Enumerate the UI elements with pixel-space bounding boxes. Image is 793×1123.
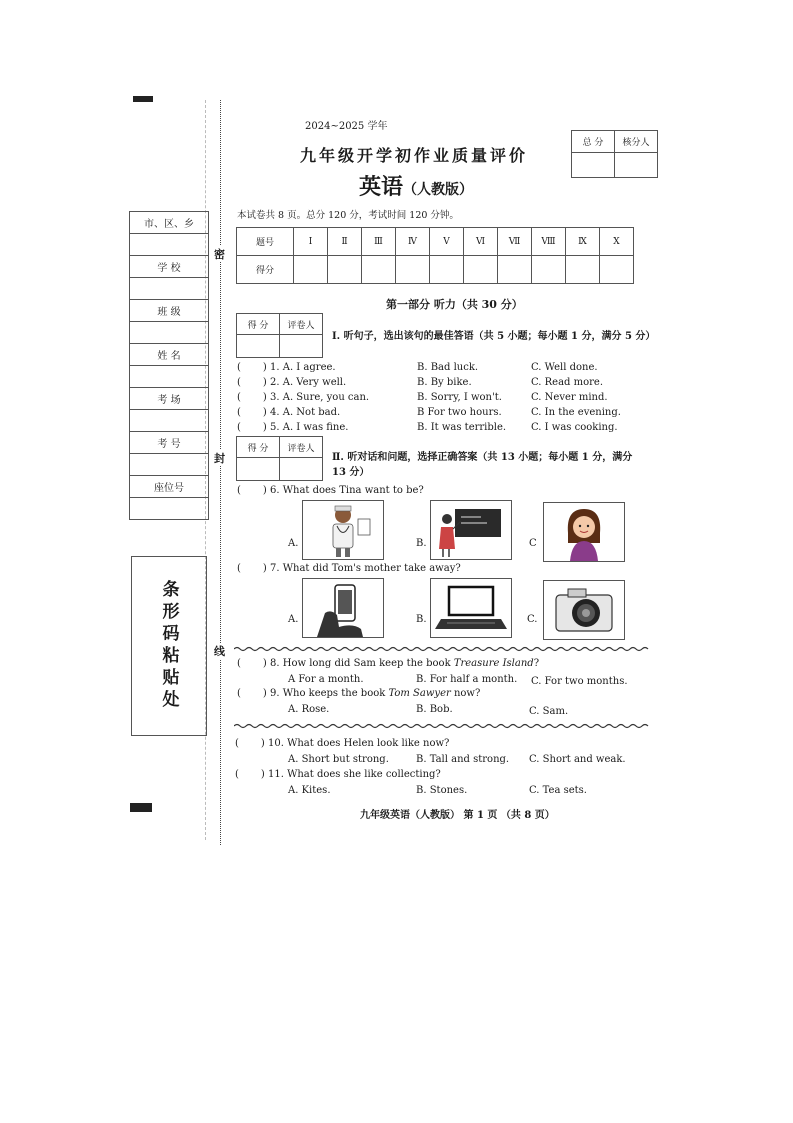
q7-text: What did Tom's mother take away?	[282, 563, 461, 574]
field-name-label: 姓 名	[130, 344, 209, 366]
q6-option-b-label: B.	[416, 538, 427, 549]
q9-book-title: Tom Sawyer	[388, 688, 451, 699]
seal-char-xian: 线	[214, 645, 225, 658]
q7-laptop-icon	[431, 579, 511, 637]
q5-option-a: A. I was fine.	[282, 422, 349, 433]
section2-score-cell[interactable]	[237, 458, 280, 481]
q6-doctor-icon	[303, 501, 383, 559]
top-corner-mark	[133, 96, 153, 102]
q10-option-c: C. Short and weak.	[529, 754, 626, 765]
q11-option-b: B. Stones.	[416, 785, 468, 796]
field-exam-number-input[interactable]	[130, 454, 209, 476]
total-score-label: 总 分	[572, 131, 615, 153]
q11-option-a: A. Kites.	[288, 785, 331, 796]
q6-option-c-image[interactable]	[543, 502, 625, 562]
section2-title-line2: 13 分）	[332, 467, 370, 478]
question-4	[237, 407, 340, 418]
score-cell-3[interactable]	[362, 256, 396, 284]
question-9	[237, 688, 480, 699]
q8-option-b: B. For half a month.	[416, 674, 518, 685]
field-region-input[interactable]	[130, 234, 209, 256]
q3-option-c: C. Never mind.	[531, 392, 608, 403]
question-1	[237, 362, 336, 373]
wave-separator-1	[234, 646, 652, 652]
q3-option-b: B. Sorry, I won't.	[417, 392, 502, 403]
question-5	[237, 422, 348, 433]
field-room-label: 考 场	[130, 388, 209, 410]
answer-paren-6[interactable]: (	[237, 485, 241, 496]
q5-option-b: B. It was terrible.	[417, 422, 507, 433]
q6-option-a-label: A.	[288, 538, 299, 549]
answer-paren-5[interactable]: (	[237, 422, 241, 433]
page-footer: 九年级英语（人教版） 第 1 页 （共 8 页）	[360, 810, 555, 821]
q7-number: ) 7.	[262, 563, 280, 574]
section2-grader-label: 评卷人	[280, 437, 323, 458]
seal-char-feng: 封	[214, 452, 225, 465]
q4-option-c: C. In the evening.	[531, 407, 621, 418]
field-region-label: 市、区、乡	[130, 212, 209, 234]
checker-label: 核分人	[615, 131, 658, 153]
answer-paren-3[interactable]: (	[237, 392, 241, 403]
question-3	[237, 392, 369, 403]
section1-score-label: 得 分	[237, 314, 280, 335]
checker-cell[interactable]	[615, 153, 658, 178]
seal-char-mi: 密	[214, 248, 225, 261]
field-class-label: 班 级	[130, 300, 209, 322]
score-table-col-1: Ⅰ	[294, 228, 328, 256]
bottom-corner-mark	[130, 803, 152, 812]
score-table-col-6: Ⅵ	[464, 228, 498, 256]
field-name-input[interactable]	[130, 366, 209, 388]
q8-book-title: Treasure Island	[453, 658, 534, 669]
wave-separator-2	[234, 723, 652, 729]
score-cell-10[interactable]	[600, 256, 634, 284]
section1-grader-box	[236, 313, 323, 358]
score-cell-7[interactable]	[498, 256, 532, 284]
q1-option-b: B. Bad luck.	[417, 362, 479, 373]
q2-option-c: C. Read more.	[531, 377, 604, 388]
question-8	[237, 658, 539, 669]
q9-number: ) 9.	[262, 688, 280, 699]
q4-option-a: A. Not bad.	[282, 407, 341, 418]
field-seat-label: 座位号	[130, 476, 209, 498]
q1-option-c: C. Well done.	[531, 362, 598, 373]
subject-edition: （人教版）	[403, 182, 474, 198]
exam-title: 九年级开学初作业质量评价	[300, 146, 529, 165]
q4-number: ) 4.	[262, 407, 280, 418]
question-10	[235, 738, 449, 749]
q7-option-b-label: B.	[416, 614, 427, 625]
question-2	[237, 377, 346, 388]
answer-paren-11[interactable]: (	[235, 769, 239, 780]
q1-number: ) 1.	[262, 362, 280, 373]
question-6	[237, 485, 424, 496]
exam-instructions: 本试卷共 8 页。总分 120 分，考试时间 120 分钟。	[237, 210, 459, 221]
answer-paren-2[interactable]: (	[237, 377, 241, 388]
section1-title: Ⅰ. 听句子，选出该句的最佳答语（共 5 小题；每小题 1 分，满分 5 分）	[332, 331, 656, 342]
seal-dotted-line	[220, 100, 221, 845]
q6-teacher-icon	[431, 501, 511, 559]
score-table-col-8: Ⅷ	[532, 228, 566, 256]
score-cell-8[interactable]	[532, 256, 566, 284]
q10-text: What does Helen look like now?	[287, 738, 450, 749]
score-table-col-3: Ⅲ	[362, 228, 396, 256]
q6-option-b-image[interactable]	[430, 500, 512, 560]
subject-line	[359, 170, 473, 201]
total-score-cell[interactable]	[572, 153, 615, 178]
q10-number: ) 10.	[260, 738, 284, 749]
section1-grader-cell[interactable]	[280, 335, 323, 358]
score-table-col-2: Ⅱ	[328, 228, 362, 256]
score-table-col-9: Ⅸ	[566, 228, 600, 256]
part1-title: 第一部分 听力（共 30 分）	[386, 298, 523, 311]
score-cell-9[interactable]	[566, 256, 600, 284]
q7-option-a-image[interactable]	[302, 578, 384, 638]
question-7	[237, 563, 461, 574]
q4-option-b: B For two hours.	[417, 407, 502, 418]
q7-phone-icon	[303, 579, 383, 637]
q10-option-b: B. Tall and strong.	[416, 754, 510, 765]
barcode-label: 条形码粘贴处	[158, 580, 179, 712]
q7-option-a-label: A.	[288, 614, 299, 625]
q3-number: ) 3.	[262, 392, 280, 403]
student-info-table	[129, 211, 209, 520]
field-class-input[interactable]	[130, 322, 209, 344]
q8-option-c: C. For two months.	[531, 676, 628, 687]
answer-paren-10[interactable]: (	[235, 738, 239, 749]
score-table	[236, 227, 634, 284]
q8-text-pre: How long did Sam keep the book	[282, 658, 454, 669]
section1-grader-label: 评卷人	[280, 314, 323, 335]
score-cell-4[interactable]	[396, 256, 430, 284]
school-year: 2024~2025 学年	[305, 121, 388, 132]
q8-option-a: A For a month.	[288, 674, 364, 685]
answer-paren-4[interactable]: (	[237, 407, 241, 418]
score-table-col-7: Ⅶ	[498, 228, 532, 256]
q11-option-c: C. Tea sets.	[529, 785, 587, 796]
score-cell-5[interactable]	[430, 256, 464, 284]
q6-option-a-image[interactable]	[302, 500, 384, 560]
q6-option-c-label: C	[529, 538, 537, 549]
score-cell-6[interactable]	[464, 256, 498, 284]
q9-option-a: A. Rose.	[288, 704, 330, 715]
q9-option-b: B. Bob.	[416, 704, 453, 715]
q6-girl-icon	[544, 503, 624, 561]
q3-option-a: A. Sure, you can.	[282, 392, 370, 403]
field-school-input[interactable]	[130, 278, 209, 300]
field-school-label: 学 校	[130, 256, 209, 278]
total-score-box	[571, 130, 658, 178]
q6-number: ) 6.	[262, 485, 280, 496]
q7-camera-icon	[544, 581, 624, 639]
section1-score-cell[interactable]	[237, 335, 280, 358]
answer-paren-8[interactable]: (	[237, 658, 241, 669]
q7-option-b-image[interactable]	[430, 578, 512, 638]
question-11	[235, 769, 441, 780]
q9-option-c: C. Sam.	[529, 706, 569, 717]
score-cell-2[interactable]	[328, 256, 362, 284]
field-room-input[interactable]	[130, 410, 209, 432]
q5-option-c: C. I was cooking.	[531, 422, 618, 433]
answer-paren-9[interactable]: (	[237, 688, 241, 699]
q8-text-post: ?	[533, 658, 540, 669]
q8-number: ) 8.	[262, 658, 280, 669]
q10-option-a: A. Short but strong.	[288, 754, 389, 765]
section2-score-label: 得 分	[237, 437, 280, 458]
q6-text: What does Tina want to be?	[282, 485, 424, 496]
score-table-col-4: Ⅳ	[396, 228, 430, 256]
q2-option-b: B. By bike.	[417, 377, 472, 388]
field-exam-number-label: 考 号	[130, 432, 209, 454]
score-cell-1[interactable]	[294, 256, 328, 284]
q11-number: ) 11.	[260, 769, 284, 780]
q2-number: ) 2.	[262, 377, 280, 388]
section2-grader-cell[interactable]	[280, 458, 323, 481]
section2-title-line1: Ⅱ. 听对话和问题，选择正确答案（共 13 小题；每小题 1 分，满分	[332, 452, 633, 463]
q11-text: What does she like collecting?	[287, 769, 441, 780]
score-table-number-label: 题号	[237, 228, 294, 256]
section2-grader-box	[236, 436, 323, 481]
q7-option-c-image[interactable]	[543, 580, 625, 640]
barcode-area	[131, 556, 207, 736]
score-table-col-5: Ⅴ	[430, 228, 464, 256]
answer-paren-1[interactable]: (	[237, 362, 241, 373]
q2-option-a: A. Very well.	[282, 377, 347, 388]
answer-paren-7[interactable]: (	[237, 563, 241, 574]
subject-title: 英语	[359, 174, 404, 200]
q5-number: ) 5.	[262, 422, 280, 433]
field-seat-input[interactable]	[130, 498, 209, 520]
q9-text-pre: Who keeps the book	[282, 688, 389, 699]
q1-option-a: A. I agree.	[282, 362, 336, 373]
score-table-col-10: Ⅹ	[600, 228, 634, 256]
score-table-score-label: 得分	[237, 256, 294, 284]
q9-text-post: now?	[450, 688, 481, 699]
q7-option-c-label: C.	[527, 614, 538, 625]
